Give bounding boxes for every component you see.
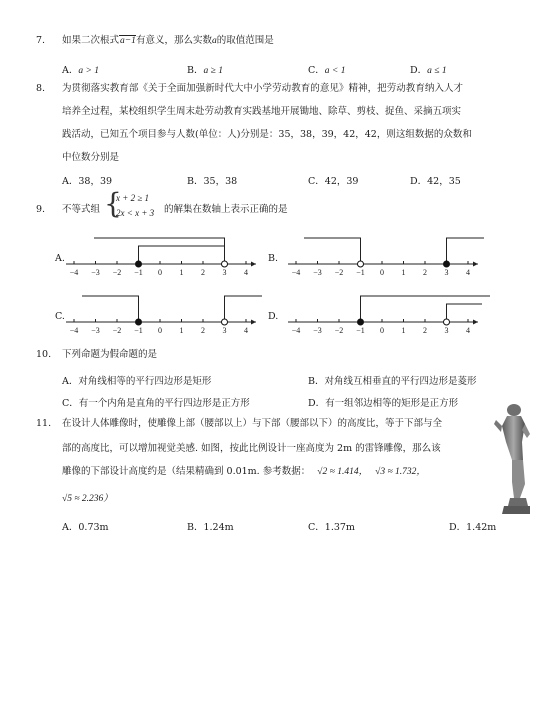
tick-label: 2 bbox=[423, 268, 427, 277]
tick-label: 2 bbox=[423, 326, 427, 335]
q9-graph-d[interactable] bbox=[286, 290, 496, 338]
q7-option-c[interactable] bbox=[308, 62, 345, 76]
tick-label: −1 bbox=[134, 268, 143, 277]
q10-number: 10. bbox=[36, 349, 52, 360]
option-letter: B． bbox=[187, 176, 204, 187]
q11-line-2: 部的高度比，可以增加视觉美感. 如图，按此比例设计一座高度为 2m 的雷锋雕像，那么该 bbox=[62, 443, 441, 454]
q8-line-4: 中位数分别是 bbox=[62, 152, 120, 163]
q8-line-1: 为贯彻落实教育部《关于全面加强新时代大中小学劳动教育的意见》精神，把劳动教育纳入人才 bbox=[62, 83, 464, 94]
q10-option-d[interactable] bbox=[308, 395, 458, 409]
option-text: 对角线互相垂直的平行四边形是菱形 bbox=[324, 376, 477, 387]
tick-label: 3 bbox=[444, 268, 449, 277]
q11-line-1: 在设计人体雕像时，使雕像上部（腰部以上）与下部（腰部以下）的高度比，等于下部与全 bbox=[62, 418, 443, 429]
option-text: 对角线相等的平行四边形是矩形 bbox=[78, 376, 212, 387]
option-text: 35，38 bbox=[203, 176, 238, 187]
q11-line-3 bbox=[62, 465, 426, 479]
tick-label: −4 bbox=[291, 326, 301, 335]
tick-label: 1 bbox=[401, 268, 406, 277]
tick-label: 2 bbox=[201, 326, 205, 335]
closed-point bbox=[136, 319, 142, 325]
q7-number: 7. bbox=[36, 35, 46, 46]
tick-label: 0 bbox=[380, 326, 384, 335]
q9-graph-c[interactable] bbox=[64, 290, 264, 338]
option-letter: D． bbox=[449, 522, 467, 533]
tick-label: 0 bbox=[380, 268, 384, 277]
q11-option-d[interactable] bbox=[449, 519, 496, 533]
tick-label: 2 bbox=[201, 268, 205, 277]
q7-stem-tail: 的取值范围是 bbox=[216, 35, 274, 46]
closed-point bbox=[358, 319, 364, 325]
q10-option-b[interactable] bbox=[308, 373, 477, 387]
q8-line-3: 践活动，已知五个项目参与人数(单位：人)分别是：35，38，39，42，42，则这组数据的众数和 bbox=[62, 129, 472, 140]
tick-label: −2 bbox=[112, 268, 122, 277]
ray-right bbox=[225, 296, 263, 322]
ray-right-2 bbox=[447, 304, 483, 322]
tick-label: 1 bbox=[179, 326, 184, 335]
tick-label: 0 bbox=[158, 326, 162, 335]
tick-label: −3 bbox=[313, 326, 322, 335]
q11-ref-sqrt3: √3 ≈ 1.732， bbox=[375, 467, 426, 477]
tick-label: −3 bbox=[91, 326, 100, 335]
q11-option-b[interactable] bbox=[187, 519, 234, 533]
open-point bbox=[222, 319, 228, 325]
tick-label: −3 bbox=[91, 268, 100, 277]
q9-number: 9. bbox=[36, 204, 46, 215]
axis-arrow bbox=[251, 262, 256, 267]
q9-graph-b-letter[interactable]: B. bbox=[268, 253, 279, 264]
option-text: a > 1 bbox=[78, 66, 100, 76]
tick-label: 4 bbox=[244, 326, 248, 335]
tick-label: 4 bbox=[466, 268, 470, 277]
q11-option-a[interactable] bbox=[62, 519, 109, 533]
q11-line-3-text: 雕像的下部设计高度约是（结果精确到 0.01m. 参考数据： bbox=[62, 466, 311, 477]
option-letter: C． bbox=[308, 65, 325, 76]
option-letter: C． bbox=[308, 522, 325, 533]
tick-label: −4 bbox=[69, 268, 79, 277]
q11-ref-sqrt2: √2 ≈ 1.414， bbox=[317, 467, 369, 477]
q10-option-a[interactable] bbox=[62, 373, 211, 387]
option-letter: A． bbox=[62, 176, 79, 187]
open-point bbox=[444, 319, 450, 325]
option-text: 有一个内角是直角的平行四边形是正方形 bbox=[78, 398, 250, 409]
tick-label: −2 bbox=[334, 326, 344, 335]
tick-label: 4 bbox=[466, 326, 470, 335]
q8-option-c[interactable] bbox=[308, 173, 358, 187]
option-text: 有一组邻边相等的矩形是正方形 bbox=[325, 398, 459, 409]
option-text: 1.42m bbox=[466, 522, 497, 533]
q8-option-d[interactable] bbox=[410, 173, 461, 187]
q7-stem-pre: 如果二次根式 bbox=[62, 35, 120, 46]
q7-option-d[interactable] bbox=[410, 62, 447, 76]
q8-line-2: 培养全过程，某校组织学生周末赴劳动教育实践基地开展锄地、除草、剪枝、捉鱼、采摘五项实 bbox=[62, 106, 462, 117]
tick-label: 4 bbox=[244, 268, 248, 277]
tick-label: −2 bbox=[334, 268, 344, 277]
option-letter: A． bbox=[62, 522, 79, 533]
option-letter: C． bbox=[308, 176, 325, 187]
axis-arrow bbox=[251, 320, 256, 325]
q7-option-a[interactable] bbox=[62, 62, 99, 76]
q10-option-c[interactable] bbox=[62, 395, 250, 409]
q11-option-c[interactable] bbox=[308, 519, 355, 533]
q7-option-b[interactable] bbox=[187, 62, 223, 76]
q8-option-a[interactable] bbox=[62, 173, 112, 187]
brace-glyph: { bbox=[104, 187, 122, 220]
closed-point bbox=[444, 261, 450, 267]
q9-graph-b[interactable] bbox=[286, 232, 486, 280]
tick-label: −1 bbox=[356, 268, 365, 277]
tick-label: −4 bbox=[69, 326, 79, 335]
tick-label: 1 bbox=[179, 268, 184, 277]
tick-label: −2 bbox=[112, 326, 122, 335]
option-text: 42，35 bbox=[427, 176, 461, 187]
tick-label: −3 bbox=[313, 268, 322, 277]
q9-stem-pre: 不等式组 bbox=[62, 204, 101, 215]
statue-illustration bbox=[492, 402, 532, 514]
q9-graph-a[interactable] bbox=[64, 232, 264, 280]
tick-label: 3 bbox=[222, 326, 227, 335]
q9-stem-post: 的解集在数轴上表示正确的是 bbox=[164, 204, 288, 215]
option-text: 1.37m bbox=[324, 522, 355, 533]
option-text: 38，39 bbox=[78, 176, 113, 187]
tick-label: 1 bbox=[401, 326, 406, 335]
q9-graph-c-letter[interactable]: C. bbox=[55, 311, 65, 322]
option-text: 42，39 bbox=[324, 176, 359, 187]
q7-stem bbox=[62, 34, 274, 48]
q9-graph-a-letter[interactable]: A. bbox=[55, 253, 65, 264]
option-letter: B． bbox=[308, 376, 325, 387]
q10-stem: 下列命题为假命题的是 bbox=[62, 349, 158, 360]
tick-label: −4 bbox=[291, 268, 301, 277]
option-text: a ≤ 1 bbox=[427, 66, 447, 76]
axis-arrow bbox=[473, 320, 478, 325]
closed-point bbox=[136, 261, 142, 267]
option-letter: D． bbox=[410, 176, 428, 187]
q8-number: 8. bbox=[36, 83, 46, 94]
option-letter: B． bbox=[187, 65, 204, 76]
q7-stem-post: 有意义，那么实数 bbox=[135, 35, 212, 46]
ray-right bbox=[361, 296, 491, 322]
tick-label: 3 bbox=[222, 268, 227, 277]
q8-option-b[interactable] bbox=[187, 173, 237, 187]
option-text: 1.24m bbox=[203, 522, 234, 533]
ray-left bbox=[304, 238, 361, 264]
axis-arrow bbox=[473, 262, 478, 267]
option-letter: B． bbox=[187, 522, 204, 533]
option-text: a < 1 bbox=[324, 66, 346, 76]
option-letter: D． bbox=[410, 65, 428, 76]
ray-right bbox=[447, 238, 485, 264]
q9-graph-d-letter[interactable]: D. bbox=[268, 311, 279, 322]
q7-radicand: a−1 bbox=[120, 36, 136, 46]
option-letter: A． bbox=[62, 65, 79, 76]
q7-var: a bbox=[211, 36, 217, 46]
tick-label: −1 bbox=[356, 326, 365, 335]
option-text: 0.73m bbox=[78, 522, 109, 533]
tick-label: 0 bbox=[158, 268, 162, 277]
option-letter: D． bbox=[308, 398, 326, 409]
option-letter: A． bbox=[62, 376, 79, 387]
q9-inequality-2: 2x < x + 3 bbox=[116, 208, 155, 218]
open-point bbox=[358, 261, 364, 267]
option-text: a ≥ 1 bbox=[203, 66, 223, 76]
tick-label: 3 bbox=[444, 326, 449, 335]
q11-ref-sqrt5: √5 ≈ 2.236） bbox=[62, 494, 113, 504]
tick-label: −1 bbox=[134, 326, 143, 335]
open-point bbox=[222, 261, 228, 267]
ray-left bbox=[94, 238, 225, 264]
ray-left bbox=[82, 296, 139, 322]
option-letter: C． bbox=[62, 398, 79, 409]
q11-number: 11. bbox=[36, 418, 52, 429]
q9-inequality-1: x + 2 ≥ 1 bbox=[116, 193, 150, 203]
